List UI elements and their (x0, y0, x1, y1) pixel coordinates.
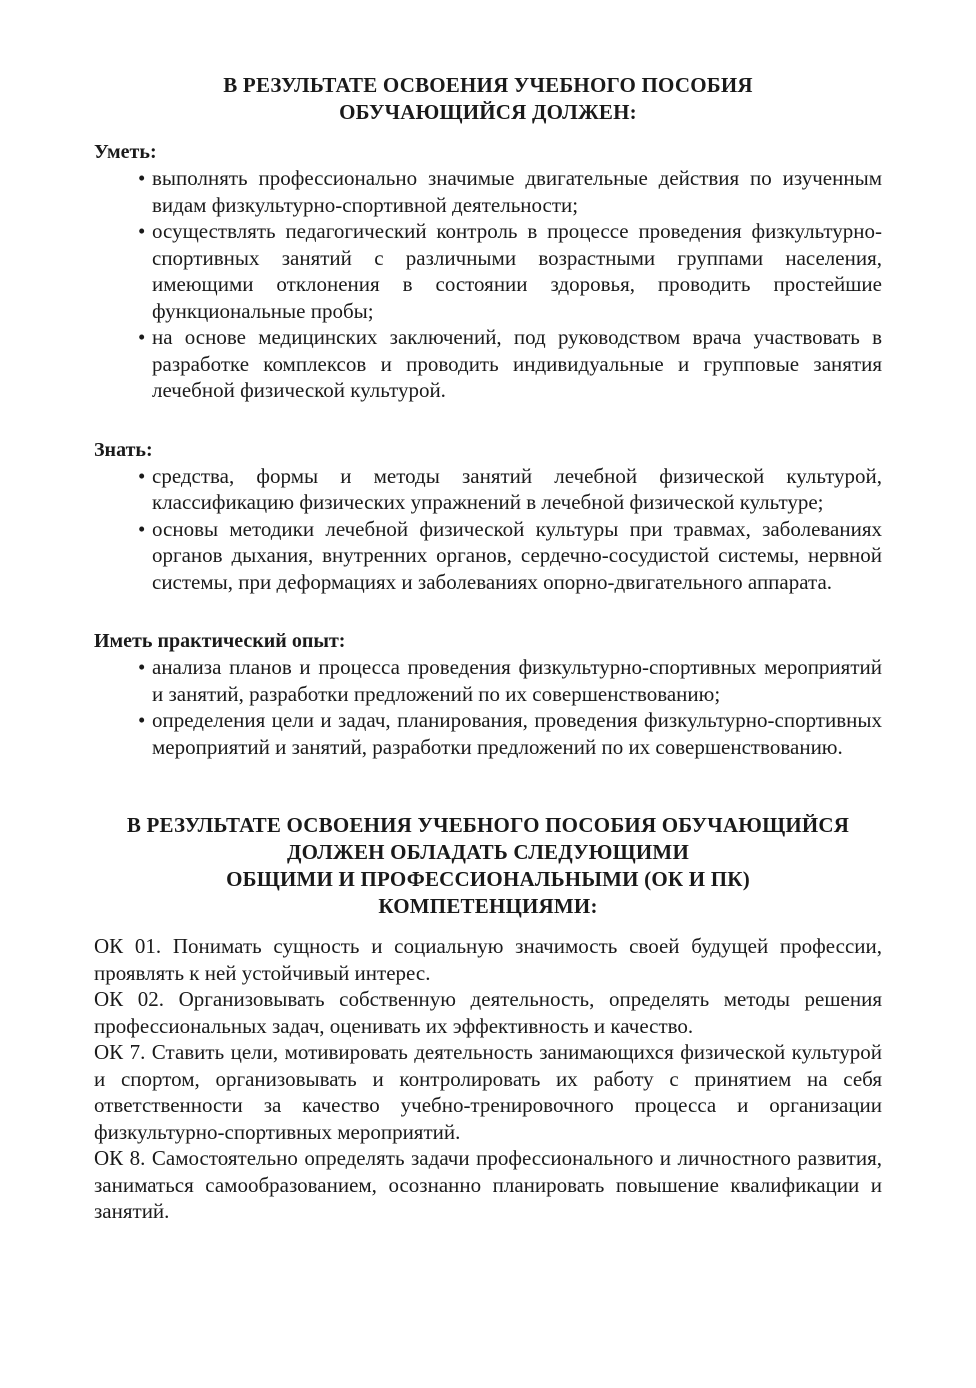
experience-list (94, 654, 882, 760)
experience-label: Иметь практический опыт: (94, 630, 346, 652)
list-item: • основы методики лечебной физической культуры при травмах, заболеваниях органов дыхания, внутренних органов, сердечно-сосудистой системы, нервной системы, при деформациях и заболеваниях опорно-двигательного аппарата. (94, 516, 882, 596)
skills-label: Уметь: (94, 141, 157, 163)
knowledge-label: Знать: (94, 438, 153, 461)
competency-item: ОК 7. Ставить цели, мотивировать деятельность занимающихся физической культурой и спортом, организовывать и контролировать их работу с принятием на себя ответственности за качество учебно-тренировочного процесса и организации физкультурно-спортивных мероприятий. (94, 1040, 882, 1144)
skills-list (94, 165, 882, 404)
competency-item: ОК 8. Самостоятельно определять задачи профессионального и личностного развития, заниматься самообразованием, осознанно планировать повышение квалификации и занятий. (94, 1146, 882, 1223)
list-item: • на основе медицинских заключений, под руководством врача участвовать в разработке комплексов и проводить индивидуальные и групповые занятия лечебной физической культурой. (94, 324, 882, 404)
document-page (94, 72, 882, 1225)
competencies-heading: В РЕЗУЛЬТАТЕ ОСВОЕНИЯ УЧЕБНОГО ПОСОБИЯ ОБУЧАЮЩИЙСЯ ДОЛЖЕН ОБЛАДАТЬ СЛЕДУЮЩИМИ ОБЩИМИ И ПРОФЕССИОНАЛЬНЫМИ (ОК И ПК) КОМПЕТЕНЦИЯМИ: (126, 813, 850, 918)
skills-section (94, 139, 882, 404)
list-item: • осуществлять педагогический контроль в процессе проведения физкультурно-спортивных занятий с различными возрастными группами населения, имеющими отклонения в состоянии здоровья, проводить простейшие функциональные пробы; (94, 218, 882, 324)
competency-item: ОК 01. Понимать сущность и социальную значимость своей будущей профессии, проявлять к ней устойчивый интерес. (94, 934, 882, 985)
learning-outcomes-heading: В РЕЗУЛЬТАТЕ ОСВОЕНИЯ УЧЕБНОГО ПОСОБИЯ ОБУЧАЮЩИЙСЯ ДОЛЖЕН: (223, 73, 753, 124)
list-item: • анализа планов и процесса проведения физкультурно-спортивных мероприятий и занятий, разработки предложений по их совершенствованию; (94, 654, 882, 707)
competencies-list (94, 933, 882, 1225)
experience-section (94, 628, 882, 760)
knowledge-list (94, 463, 882, 596)
list-item: • определения цели и задач, планирования, проведения физкультурно-спортивных мероприятий и занятий, разработки предложений по их совершенствованию. (94, 707, 882, 760)
list-item: • средства, формы и методы занятий лечебной физической культурой, классификацию физических упражнений в лечебной физической культуре; (94, 463, 882, 516)
competency-item: ОК 02. Организовывать собственную деятельность, определять методы решения профессиональных задач, оценивать их эффективность и качество. (94, 987, 882, 1038)
knowledge-section (94, 437, 882, 596)
list-item: • выполнять профессионально значимые двигательные действия по изученным видам физкультурно-спортивной деятельности; (94, 165, 882, 218)
